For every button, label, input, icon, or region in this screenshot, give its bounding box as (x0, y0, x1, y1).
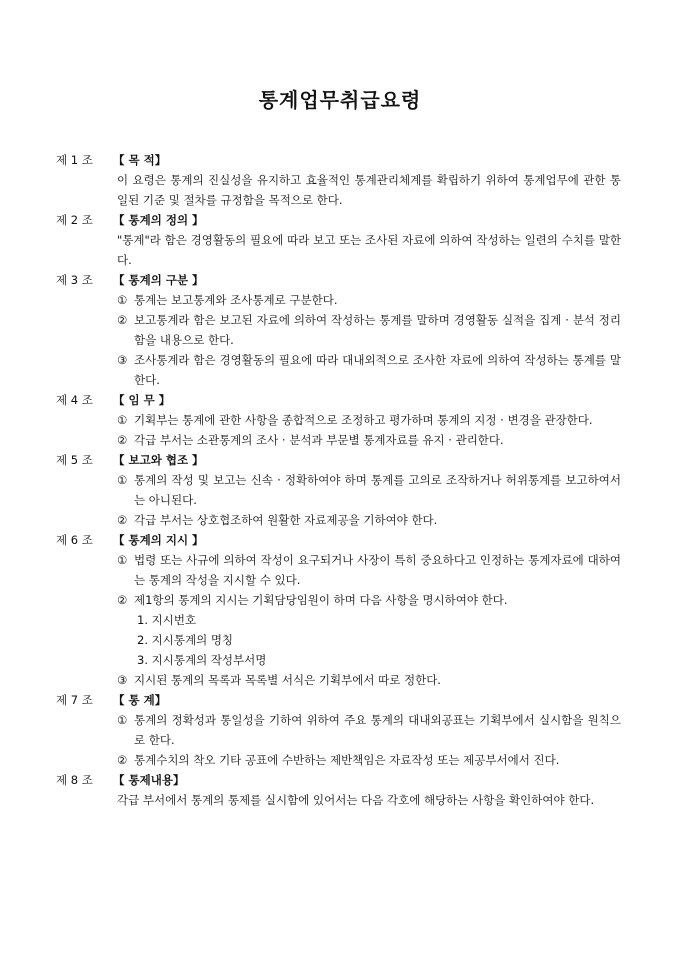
article-item (117, 590, 621, 610)
article-2 (0, 210, 680, 270)
article-items (117, 410, 621, 450)
item-text: 통계의 작성 및 보고는 신속 · 정확하여야 하며 통계를 고의로 조작하거나 허위통계를 보고하여서는 아니된다. (134, 473, 621, 507)
article-item (117, 410, 621, 430)
item-text: 보고통계라 함은 보고된 자료에 의하여 작성하는 통계를 말하며 경영활동 실적을 집계 · 분석 정리함을 내용으로 한다. (134, 313, 621, 347)
item-text: 통계수치의 착오 기타 공표에 수반하는 제반책임은 자료작성 또는 제공부서에서 진다. (134, 753, 560, 767)
sub-item-list (117, 610, 621, 670)
article-header (0, 210, 680, 230)
article-item (117, 510, 621, 530)
item-marker: ② (117, 593, 128, 607)
item-text: 각급 부서는 상호협조하여 원활한 자료제공을 기하여야 한다. (134, 513, 438, 527)
article-item (117, 290, 621, 310)
article-title: 【 임 무 】 (113, 393, 171, 407)
article-item (117, 710, 621, 750)
item-text: 조사통계라 함은 경영활동의 필요에 따라 대내외적으로 조사한 자료에 의하여 작성하는 통계를 말한다. (134, 353, 621, 387)
article-4 (0, 390, 680, 450)
article-item (117, 430, 621, 450)
article-items (117, 290, 621, 390)
item-marker: ② (117, 753, 128, 767)
article-header (0, 690, 680, 710)
item-marker: ① (117, 553, 128, 567)
article-number: 제 1 조 (56, 153, 93, 167)
item-marker: ③ (117, 673, 128, 687)
article-item (117, 350, 621, 390)
article-number: 제 5 조 (56, 453, 93, 467)
article-number: 제 4 조 (56, 393, 93, 407)
article-title: 【 통 계】 (113, 693, 167, 707)
item-text: 통계는 보고통계와 조사통계로 구분한다. (134, 293, 338, 307)
article-body: "통계"라 함은 경영활동의 필요에 따라 보고 또는 조사된 자료에 의하여 작성하는 일련의 수치를 말한다. (117, 233, 621, 267)
article-header (0, 390, 680, 410)
article-header (0, 270, 680, 290)
item-marker: ① (117, 413, 128, 427)
sub-item: 3. 지시통계의 작성부서명 (137, 653, 267, 667)
item-marker: ① (117, 473, 128, 487)
article-items (117, 470, 621, 530)
item-marker: ② (117, 433, 128, 447)
item-text: 법령 또는 사규에 의하여 작성이 요구되거나 사장이 특히 중요하다고 인정하는 통계자료에 대하여는 통계의 작성을 지시할 수 있다. (134, 553, 621, 587)
article-8 (0, 770, 680, 810)
article-header (0, 150, 680, 170)
sub-item: 2. 지시통계의 명칭 (137, 633, 234, 647)
article-number: 제 7 조 (56, 693, 93, 707)
article-body: 이 요령은 통계의 진실성을 유지하고 효율적인 통계관리체계를 확립하기 위하여 통계업무에 관한 통일된 기준 및 절차를 규정함을 목적으로 한다. (117, 173, 621, 207)
item-marker: ② (117, 513, 128, 527)
article-5 (0, 450, 680, 530)
article-number: 제 6 조 (56, 533, 93, 547)
article-number: 제 8 조 (56, 773, 93, 787)
article-items (117, 710, 621, 770)
article-title: 【 목 적】 (113, 153, 167, 167)
item-text: 통계의 정확성과 통일성을 기하여 위하여 주요 통계의 대내외공표는 기획부에서 실시함을 원칙으로 한다. (134, 713, 621, 747)
article-item (117, 310, 621, 350)
article-title: 【 통계의 정의 】 (113, 213, 204, 227)
item-text: 제1항의 통계의 지시는 기획담당임원이 하며 다음 사항을 명시하여야 한다. (134, 593, 508, 607)
article-header (0, 770, 680, 790)
article-title: 【 보고와 협조 】 (113, 453, 204, 467)
article-3 (0, 270, 680, 390)
article-body: 각급 부서에서 통계의 통제를 실시함에 있어서는 다음 각호에 해당하는 사항을 확인하여야 한다. (117, 793, 595, 807)
article-item (117, 550, 621, 590)
item-marker: ① (117, 293, 128, 307)
sub-item: 1. 지시번호 (137, 613, 197, 627)
item-marker: ③ (117, 353, 128, 367)
article-number: 제 3 조 (56, 273, 93, 287)
item-text: 지시된 통계의 목록과 목록별 서식은 기획부에서 따로 정한다. (134, 673, 441, 687)
item-text: 기획부는 통계에 관한 사항을 종합적으로 조정하고 평가하며 통계의 지정 · 변경을 관장한다. (134, 413, 593, 427)
article-title: 【 통계의 구분 】 (113, 273, 204, 287)
page-title: 통계업무취급요령 (258, 88, 422, 112)
article-header (0, 450, 680, 470)
article-item (117, 750, 621, 770)
item-text: 각급 부서는 소관통계의 조사 · 분석과 부문별 통계자료를 유지 · 관리한다. (134, 433, 504, 447)
article-items (117, 550, 621, 610)
article-item (117, 670, 621, 690)
articles-list (0, 150, 680, 810)
article-1 (0, 150, 680, 210)
article-title: 【 통제내용】 (113, 773, 185, 787)
article-7 (0, 690, 680, 770)
article-header (0, 530, 680, 550)
article-number: 제 2 조 (56, 213, 93, 227)
item-marker: ② (117, 313, 128, 327)
article-6 (0, 530, 680, 690)
article-item (117, 470, 621, 510)
article-items (117, 670, 621, 690)
item-marker: ① (117, 713, 128, 727)
article-title: 【 통계의 지시 】 (113, 533, 204, 547)
